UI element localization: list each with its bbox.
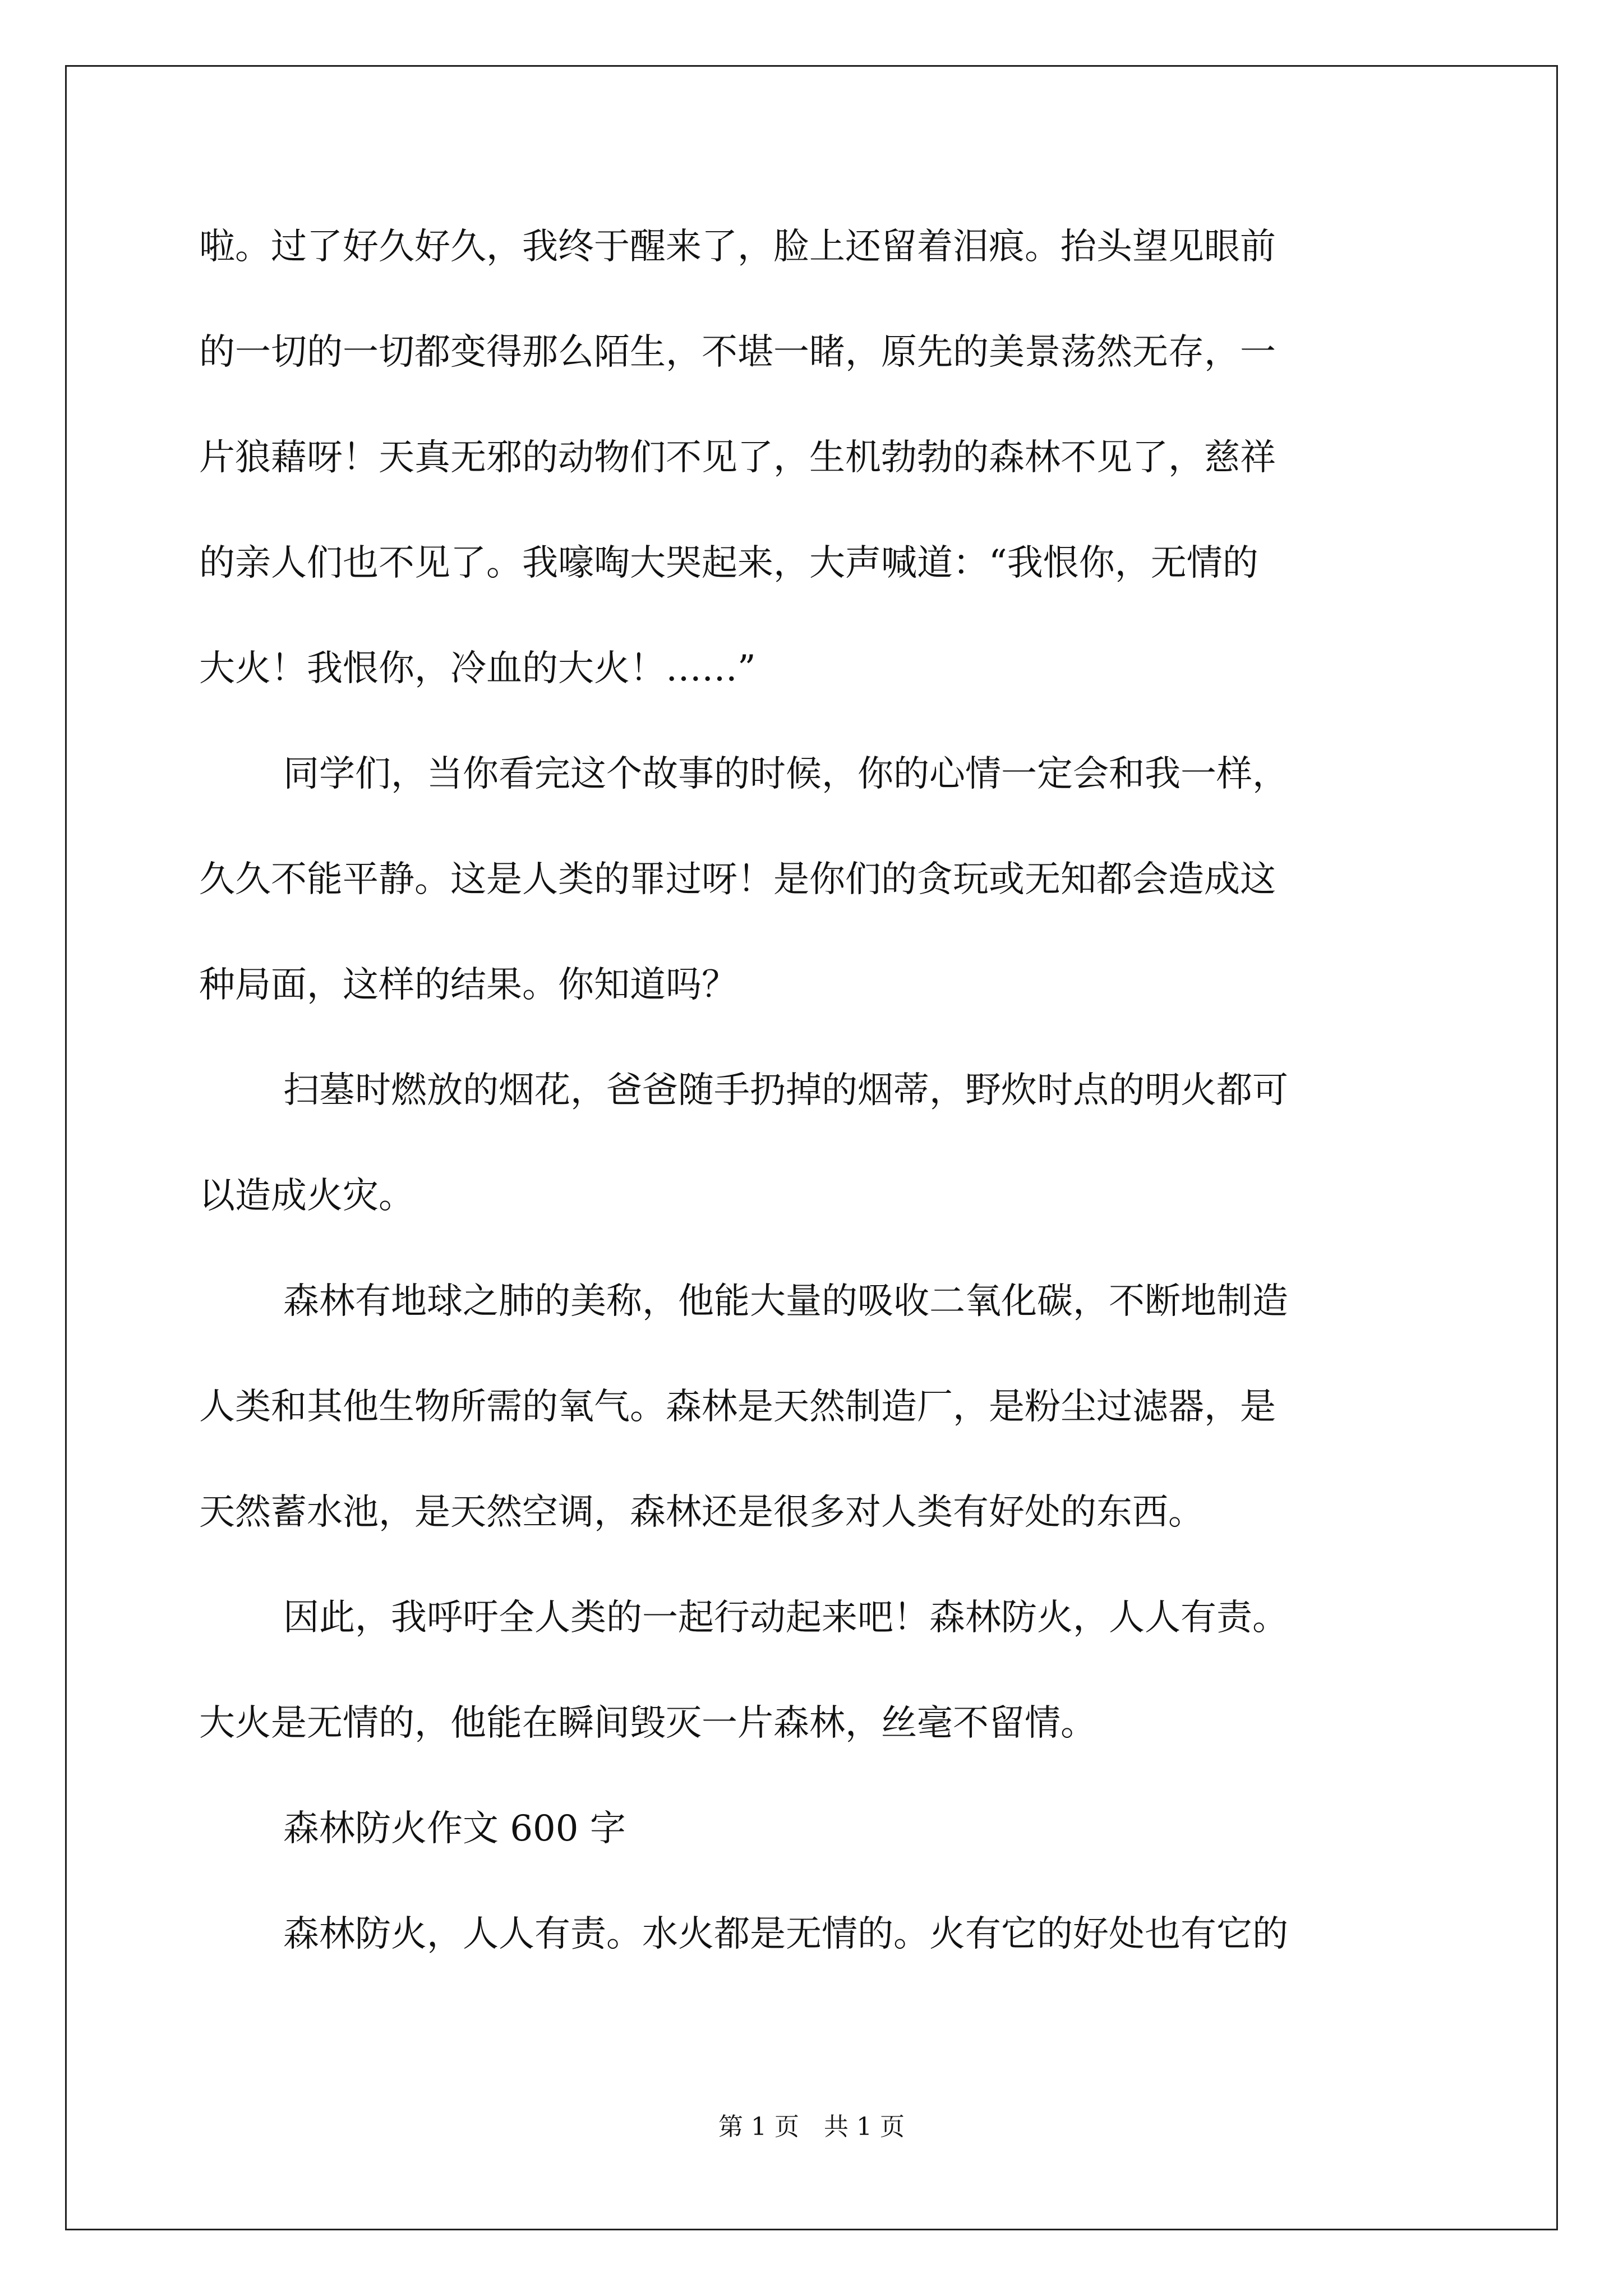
text-line: 种局面，这样的结果。你知道吗？ bbox=[199, 964, 737, 1006]
paragraph-start-line: 森林有地球之肺的美称，他能大量的吸收二氧化碳，不断地制造 bbox=[283, 1281, 1288, 1322]
paragraph-start-line: 扫墓时燃放的烟花，爸爸随手扔掉的烟蒂，野炊时点的明火都可 bbox=[283, 1070, 1288, 1111]
text-line: 啦。过了好久好久，我终于醒来了，脸上还留着泪痕。抬头望见眼前 bbox=[199, 226, 1276, 268]
text-line: 以造成火灾。 bbox=[199, 1175, 414, 1217]
text-line: 片狼藉呀！天真无邪的动物们不见了，生机勃勃的森林不见了，慈祥 bbox=[199, 437, 1276, 478]
page-footer: 第 1 页 共 1 页 bbox=[718, 2113, 905, 2141]
text-line: 天然蓄水池，是天然空调，森林还是很多对人类有好处的东西。 bbox=[199, 1492, 1204, 1533]
text-line: 的亲人们也不见了。我嚎啕大哭起来，大声喊道：“我恨你，无情的 bbox=[199, 542, 1258, 584]
text-line: 的一切的一切都变得那么陌生，不堪一睹，原先的美景荡然无存，一 bbox=[199, 332, 1276, 373]
paragraph-start-line: 因此，我呼吁全人类的一起行动起来吧！森林防火，人人有责。 bbox=[283, 1597, 1288, 1639]
text-line: 人类和其他生物所需的氧气。森林是天然制造厂，是粉尘过滤器，是 bbox=[199, 1386, 1276, 1428]
document-body bbox=[199, 214, 1427, 2007]
paragraph-start-line: 森林防火，人人有责。水火都是无情的。火有它的好处也有它的 bbox=[283, 1913, 1288, 1955]
text-line: 大火是无情的，他能在瞬间毁灭一片森林，丝毫不留情。 bbox=[199, 1703, 1096, 1744]
text-line: 大火！我恨你，冷血的大火！……” bbox=[199, 648, 756, 689]
section-heading: 森林防火作文 600 字 bbox=[283, 1808, 626, 1849]
paragraph-start-line: 同学们，当你看完这个故事的时候，你的心情一定会和我一样， bbox=[283, 753, 1288, 795]
text-line: 久久不能平静。这是人类的罪过呀！是你们的贪玩或无知都会造成这 bbox=[199, 859, 1276, 900]
